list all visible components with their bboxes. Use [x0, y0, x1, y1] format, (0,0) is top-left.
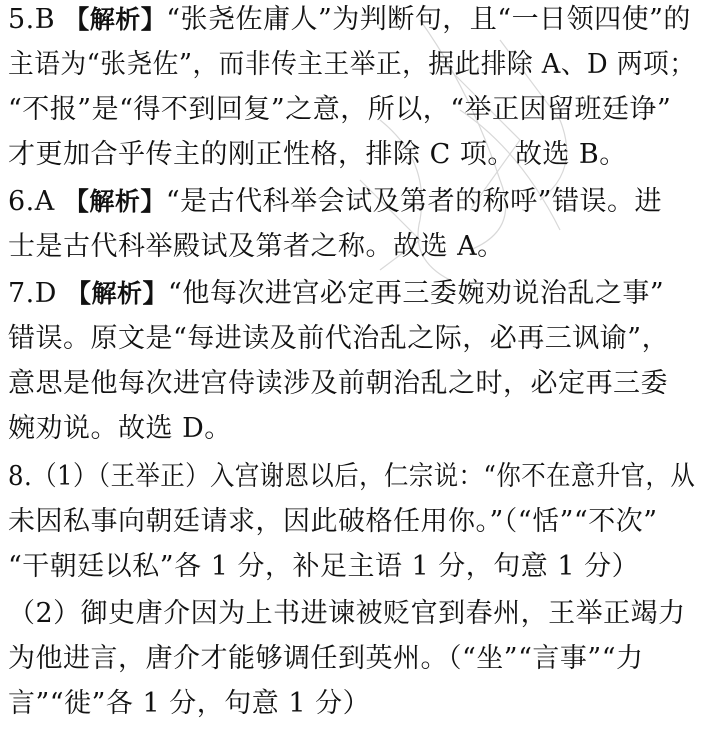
answer-7-line-1: 7.D 【解析】“他每次进宫必定再三委婉劝说治乱之事”: [8, 278, 665, 309]
analysis-tag: 【解析】: [66, 279, 169, 308]
analysis-tag: 【解析】: [63, 187, 166, 216]
answer-8-line-1: 8.（1）（王举正）入宫谢恩以后，仁宗说：“你不在意升官，从: [8, 461, 696, 492]
answer-5-line-4: 才更加合乎传主的刚正性格，排除 C 项。故选 B。: [8, 139, 627, 170]
answer-8-line-2: 未因私事向朝廷请求，因此破格任用你。”（“恬”“不次”: [8, 506, 658, 537]
answer-5-line-3: “不报”是“得不到回复”之意，所以，“举正因留班廷诤”: [8, 94, 672, 125]
answer-8-line-3: “干朝廷以私”各 1 分，补足主语 1 分，句意 1 分）: [8, 551, 640, 582]
answer-6-line-1: 6.A 【解析】“是古代科举会试及第者的称呼”错误。进: [8, 186, 662, 217]
answer-8-line-5: 为他进言，唐介才能够调任到英州。（“坐”“言事”“力: [8, 643, 644, 674]
answer-6-line-2: 士是古代科举殿试及第者之称。故选 A。: [8, 231, 505, 262]
answer-8-line-6: 言”“徙”各 1 分，句意 1 分）: [8, 688, 371, 719]
answer-7-line-2: 错误。原文是“每进读及前代治乱之际，必再三讽谕”，: [8, 323, 670, 354]
answer-7-line-4: 婉劝说。故选 D。: [8, 413, 232, 444]
answer-7-line-3: 意思是他每次进宫侍读涉及前朝治乱之时，必定再三委: [8, 368, 668, 399]
answer-5-line-1: 5.B 【解析】“张尧佐庸人”为判断句，且“一日领四使”的: [8, 4, 691, 35]
analysis-tag: 【解析】: [64, 5, 167, 34]
answer-8-line-4: （2）御史唐介因为上书进谏被贬官到春州，王举正竭力: [8, 598, 686, 629]
answer-5-line-2: 主语为“张尧佐”，而非传主王举正，据此排除 A、D 两项；: [8, 49, 696, 80]
